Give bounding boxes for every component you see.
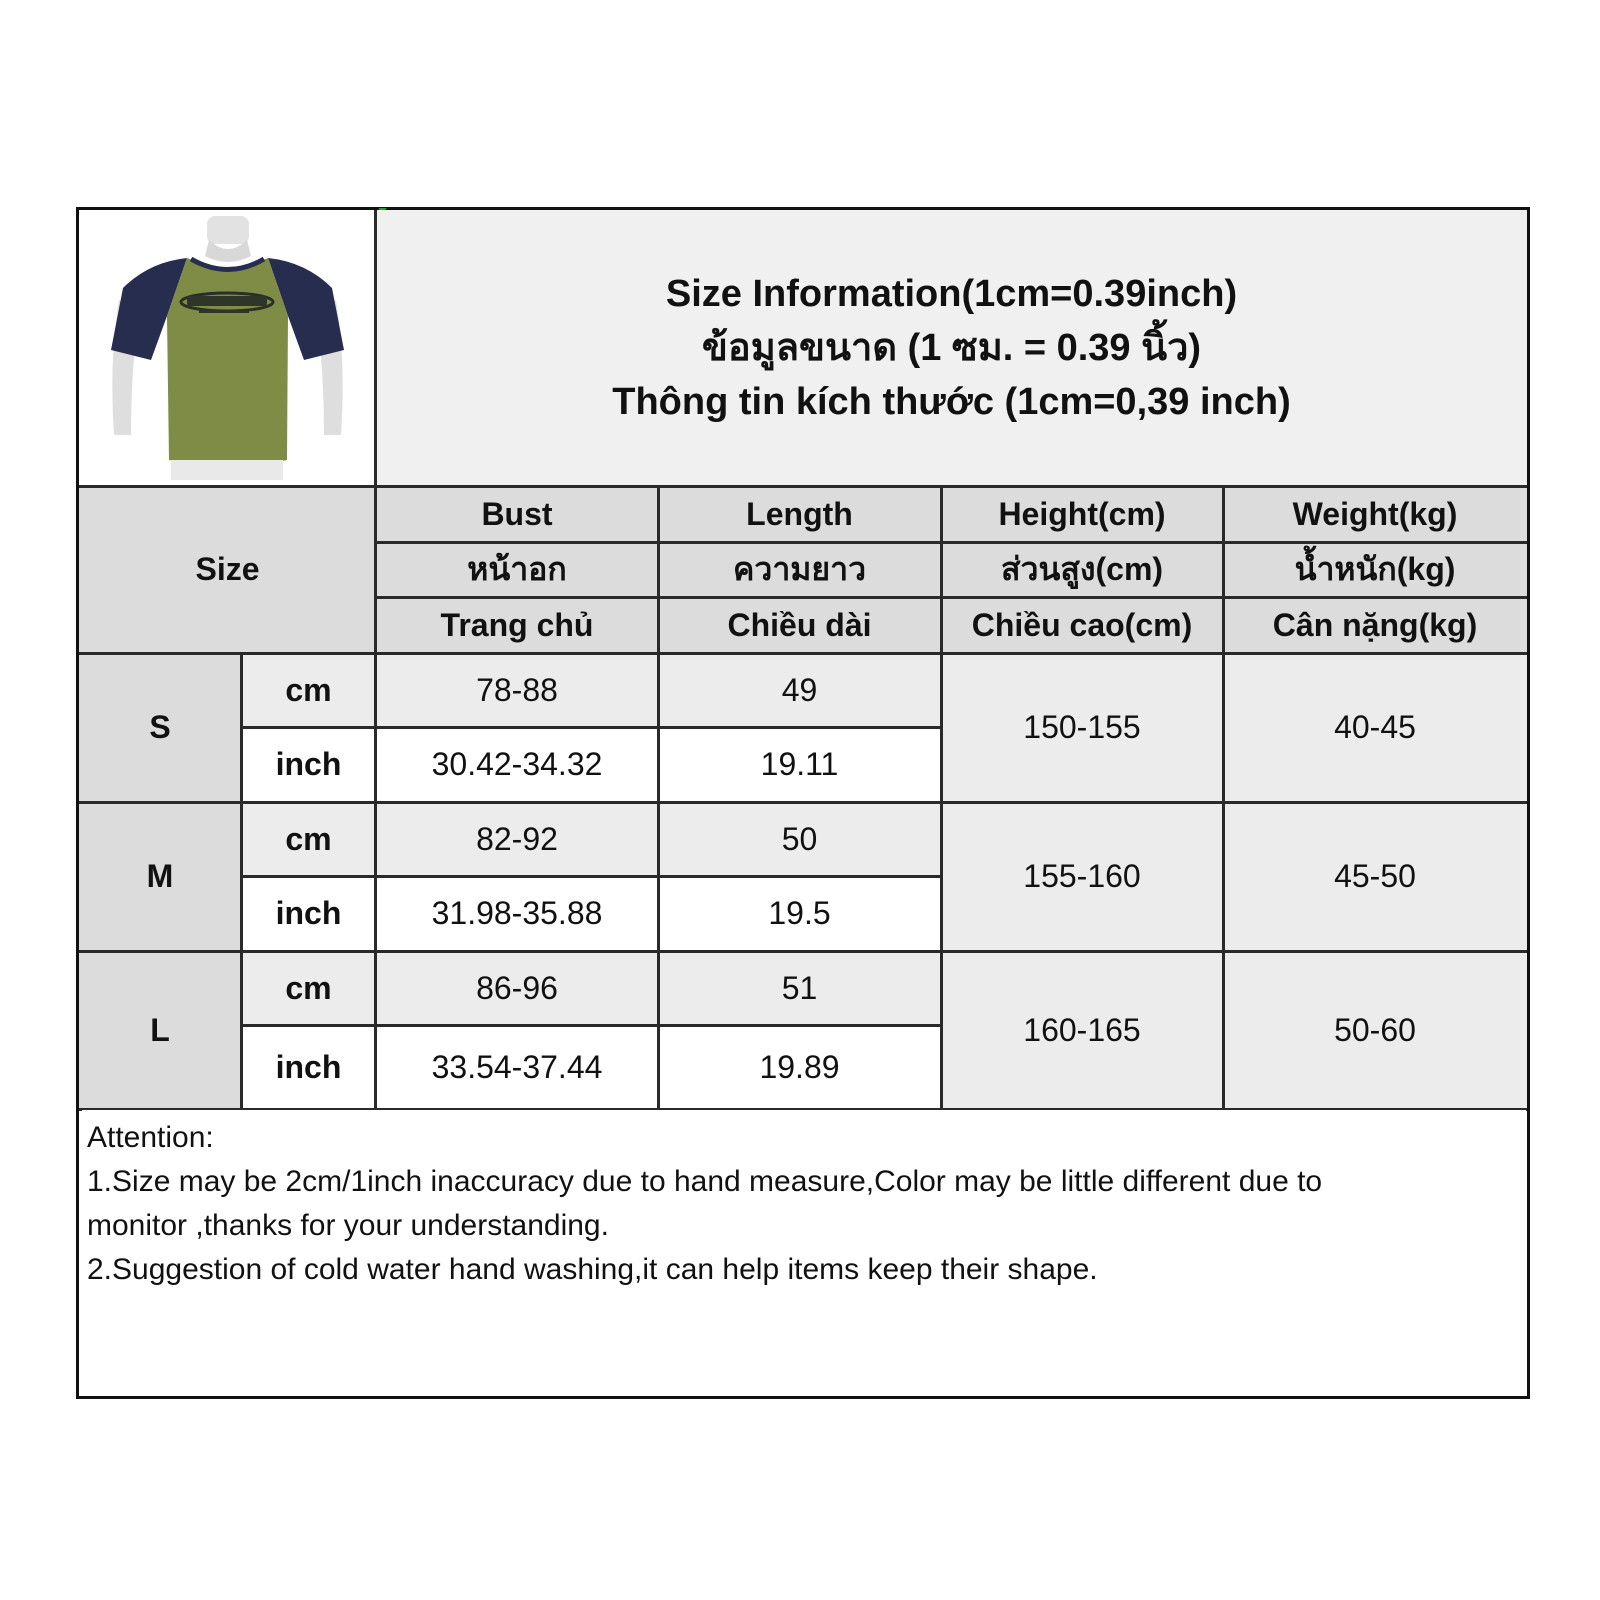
notes-item-1: 1.Size may be 2cm/1inch inaccuracy due to hand measure,Color may be little different due to bbox=[87, 1165, 1323, 1198]
grid-line bbox=[657, 486, 660, 1110]
unit-cm: cm bbox=[241, 951, 376, 1025]
attention-notes bbox=[82, 1110, 1526, 1396]
notes-heading: Attention: bbox=[87, 1121, 214, 1154]
grid-line bbox=[79, 485, 1527, 488]
grid-line bbox=[1222, 486, 1225, 1110]
col-height-vi: Chiều cao(cm) bbox=[941, 597, 1223, 653]
bust-cm-s: 78-88 bbox=[376, 653, 658, 727]
title-thai: ข้อมูลขนาด (1 ซม. = 0.39 นิ้ว) bbox=[701, 327, 1202, 369]
grid-line bbox=[374, 210, 377, 1110]
height-l: 160-165 bbox=[941, 951, 1223, 1110]
col-weight-en: Weight(kg) bbox=[1223, 486, 1527, 542]
col-bust-th: หน้าอก bbox=[376, 542, 658, 597]
grid-line bbox=[940, 486, 943, 1110]
unit-inch: inch bbox=[241, 1025, 376, 1110]
product-image bbox=[79, 210, 376, 486]
title-vietnamese: Thông tin kích thước (1cm=0,39 inch) bbox=[612, 381, 1291, 423]
grid-line bbox=[79, 652, 1527, 655]
bust-inch-l: 33.54-37.44 bbox=[376, 1025, 658, 1110]
grid-line bbox=[240, 1024, 941, 1027]
size-label-m: M bbox=[79, 802, 241, 951]
col-length-vi: Chiều dài bbox=[658, 597, 941, 653]
grid-line bbox=[374, 596, 1527, 599]
size-chart-sheet bbox=[76, 207, 1530, 1399]
length-inch-l: 19.89 bbox=[658, 1025, 941, 1110]
grid-line bbox=[240, 875, 941, 878]
col-height-th: ส่วนสูง(cm) bbox=[941, 542, 1223, 597]
weight-m: 45-50 bbox=[1223, 802, 1527, 951]
length-inch-m: 19.5 bbox=[658, 876, 941, 951]
unit-cm: cm bbox=[241, 802, 376, 876]
length-inch-s: 19.11 bbox=[658, 727, 941, 802]
unit-cm: cm bbox=[241, 653, 376, 727]
bust-cm-m: 82-92 bbox=[376, 802, 658, 876]
col-bust-vi: Trang chủ bbox=[376, 597, 658, 653]
height-s: 150-155 bbox=[941, 653, 1223, 802]
col-length-th: ความยาว bbox=[658, 542, 941, 597]
notes-item-2: 2.Suggestion of cold water hand washing,it can help items keep their shape. bbox=[87, 1253, 1098, 1286]
bust-inch-m: 31.98-35.88 bbox=[376, 876, 658, 951]
grid-line bbox=[374, 541, 1527, 544]
title-english: Size Information(1cm=0.39inch) bbox=[665, 273, 1238, 315]
grid-line bbox=[240, 726, 941, 729]
grid-line bbox=[79, 950, 1527, 953]
length-cm-m: 50 bbox=[658, 802, 941, 876]
size-label-s: S bbox=[79, 653, 241, 802]
weight-s: 40-45 bbox=[1223, 653, 1527, 802]
length-cm-s: 49 bbox=[658, 653, 941, 727]
weight-l: 50-60 bbox=[1223, 951, 1527, 1110]
unit-inch: inch bbox=[241, 727, 376, 802]
tshirt-mannequin-image bbox=[79, 210, 376, 486]
col-weight-vi: Cân nặng(kg) bbox=[1223, 597, 1527, 653]
col-height-en: Height(cm) bbox=[941, 486, 1223, 542]
length-cm-l: 51 bbox=[658, 951, 941, 1025]
unit-inch: inch bbox=[241, 876, 376, 951]
height-m: 155-160 bbox=[941, 802, 1223, 951]
bust-inch-s: 30.42-34.32 bbox=[376, 727, 658, 802]
size-header: Size bbox=[79, 486, 376, 653]
title-block bbox=[376, 210, 1527, 486]
col-weight-th: น้ำหนัก(kg) bbox=[1223, 542, 1527, 597]
notes-item-1-continued: monitor ,thanks for your understanding. bbox=[87, 1209, 609, 1242]
col-bust-en: Bust bbox=[376, 486, 658, 542]
grid-line bbox=[79, 801, 1527, 804]
grid-line bbox=[240, 653, 243, 1110]
size-label-l: L bbox=[79, 951, 241, 1110]
col-length-en: Length bbox=[658, 486, 941, 542]
bust-cm-l: 86-96 bbox=[376, 951, 658, 1025]
